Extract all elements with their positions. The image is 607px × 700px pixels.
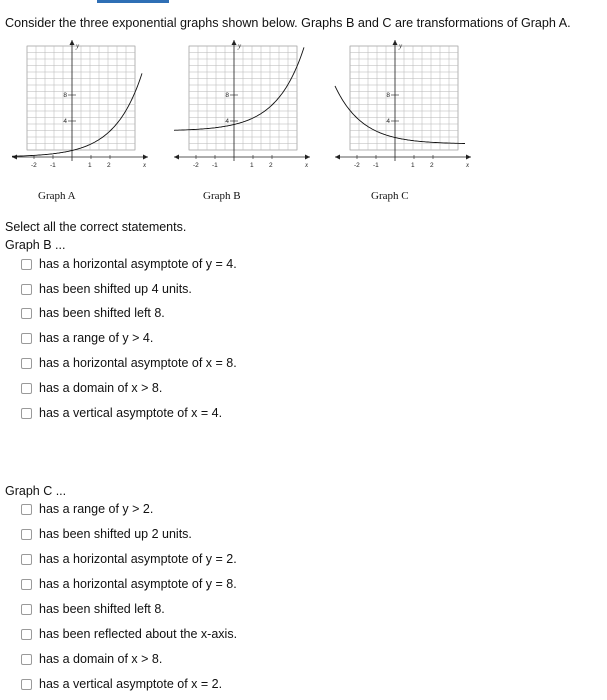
graph-c-option[interactable] <box>21 650 162 668</box>
checkbox[interactable] <box>21 308 32 319</box>
graph-c-caption: Graph C <box>371 190 409 202</box>
graph-c-option[interactable] <box>21 600 165 618</box>
x-axis-label: x <box>143 161 147 169</box>
y-tick-label: 8 <box>63 92 67 99</box>
checkbox[interactable] <box>21 554 32 565</box>
option-label: has a domain of x > 8. <box>39 652 163 666</box>
checkbox[interactable] <box>21 333 32 344</box>
graph-c-option[interactable] <box>21 500 153 518</box>
y-axis-arrow <box>70 40 75 45</box>
option-label: has a vertical asymptote of x = 2. <box>39 677 223 691</box>
y-tick-label: 8 <box>225 92 229 99</box>
x-tick-label: 1 <box>88 162 92 169</box>
x-axis-right-arrow <box>466 155 471 160</box>
option-label: has been reflected about the x-axis. <box>39 627 238 641</box>
graph-c-option[interactable] <box>21 550 237 568</box>
x-axis-right-arrow <box>305 155 310 160</box>
option-label: has a range of y > 2. <box>39 502 154 516</box>
option-label: has a horizontal asymptote of y = 8. <box>39 577 237 591</box>
graph-b <box>172 38 332 178</box>
checkbox[interactable] <box>21 358 32 369</box>
graph-c <box>333 38 493 178</box>
graph-c-option[interactable] <box>21 525 192 543</box>
option-label: has a horizontal asymptote of y = 2. <box>39 552 237 566</box>
x-tick-label: 1 <box>250 162 254 169</box>
checkbox[interactable] <box>21 504 32 515</box>
graph-b-option[interactable] <box>21 280 192 298</box>
option-label: has been shifted up 2 units. <box>39 527 192 541</box>
graph-a <box>10 38 170 178</box>
x-tick-label: 2 <box>269 162 273 169</box>
graph-b-option[interactable] <box>21 379 162 397</box>
graph-c-option[interactable] <box>21 625 237 643</box>
checkbox[interactable] <box>21 259 32 270</box>
y-tick-label: 4 <box>225 118 229 125</box>
y-axis-arrow <box>393 40 398 45</box>
y-axis-label: y <box>238 42 242 50</box>
x-tick-label: -1 <box>212 162 218 169</box>
x-tick-label: 2 <box>107 162 111 169</box>
graph-c-option[interactable] <box>21 675 222 693</box>
top-accent-bar <box>97 0 169 3</box>
x-axis-left-arrow <box>174 155 179 160</box>
x-tick-label: -2 <box>31 162 37 169</box>
checkbox[interactable] <box>21 529 32 540</box>
option-label: has been shifted left 8. <box>39 306 165 320</box>
checkbox[interactable] <box>21 679 32 690</box>
option-label: has a horizontal asymptote of y = 4. <box>39 257 237 271</box>
option-label: has a range of y > 4. <box>39 331 154 345</box>
x-tick-label: 2 <box>430 162 434 169</box>
option-label: has a domain of x > 8. <box>39 381 163 395</box>
x-axis-label: x <box>305 161 309 169</box>
graph-b-plot <box>172 38 332 178</box>
x-tick-label: -1 <box>50 162 56 169</box>
graph-b-option[interactable] <box>21 255 237 273</box>
graph-b-option[interactable] <box>21 329 153 347</box>
x-axis-right-arrow <box>143 155 148 160</box>
x-tick-label: -2 <box>193 162 199 169</box>
instruction-text: Select all the correct statements. <box>5 220 187 234</box>
checkbox[interactable] <box>21 383 32 394</box>
x-tick-label: -1 <box>373 162 379 169</box>
x-axis-left-arrow <box>335 155 340 160</box>
checkbox[interactable] <box>21 284 32 295</box>
graph-a-caption: Graph A <box>38 190 76 202</box>
x-tick-label: 1 <box>411 162 415 169</box>
graph-b-option[interactable] <box>21 304 165 322</box>
y-tick-label: 4 <box>386 118 390 125</box>
checkbox[interactable] <box>21 654 32 665</box>
x-axis-left-arrow <box>12 155 17 160</box>
graph-c-plot <box>333 38 493 178</box>
checkbox[interactable] <box>21 579 32 590</box>
y-axis-label: y <box>76 42 80 50</box>
checkbox[interactable] <box>21 408 32 419</box>
graph-b-section-label: Graph B ... <box>5 238 66 252</box>
x-tick-label: -2 <box>354 162 360 169</box>
question-prompt: Consider the three exponential graphs shown below. Graphs B and C are transformations of Graph A. <box>5 16 571 30</box>
option-label: has been shifted left 8. <box>39 602 165 616</box>
graph-b-option[interactable] <box>21 404 222 422</box>
graph-b-caption: Graph B <box>203 190 241 202</box>
checkbox[interactable] <box>21 629 32 640</box>
y-tick-label: 8 <box>386 92 390 99</box>
graph-b-option[interactable] <box>21 354 237 372</box>
option-label: has a vertical asymptote of x = 4. <box>39 406 223 420</box>
graph-a-plot <box>10 38 170 178</box>
graph-c-section-label: Graph C ... <box>5 484 67 498</box>
option-label: has a horizontal asymptote of x = 8. <box>39 356 237 370</box>
y-axis-label: y <box>399 42 403 50</box>
graph-c-option[interactable] <box>21 575 237 593</box>
y-tick-label: 4 <box>63 118 67 125</box>
y-axis-arrow <box>232 40 237 45</box>
x-axis-label: x <box>466 161 470 169</box>
checkbox[interactable] <box>21 604 32 615</box>
option-label: has been shifted up 4 units. <box>39 282 192 296</box>
